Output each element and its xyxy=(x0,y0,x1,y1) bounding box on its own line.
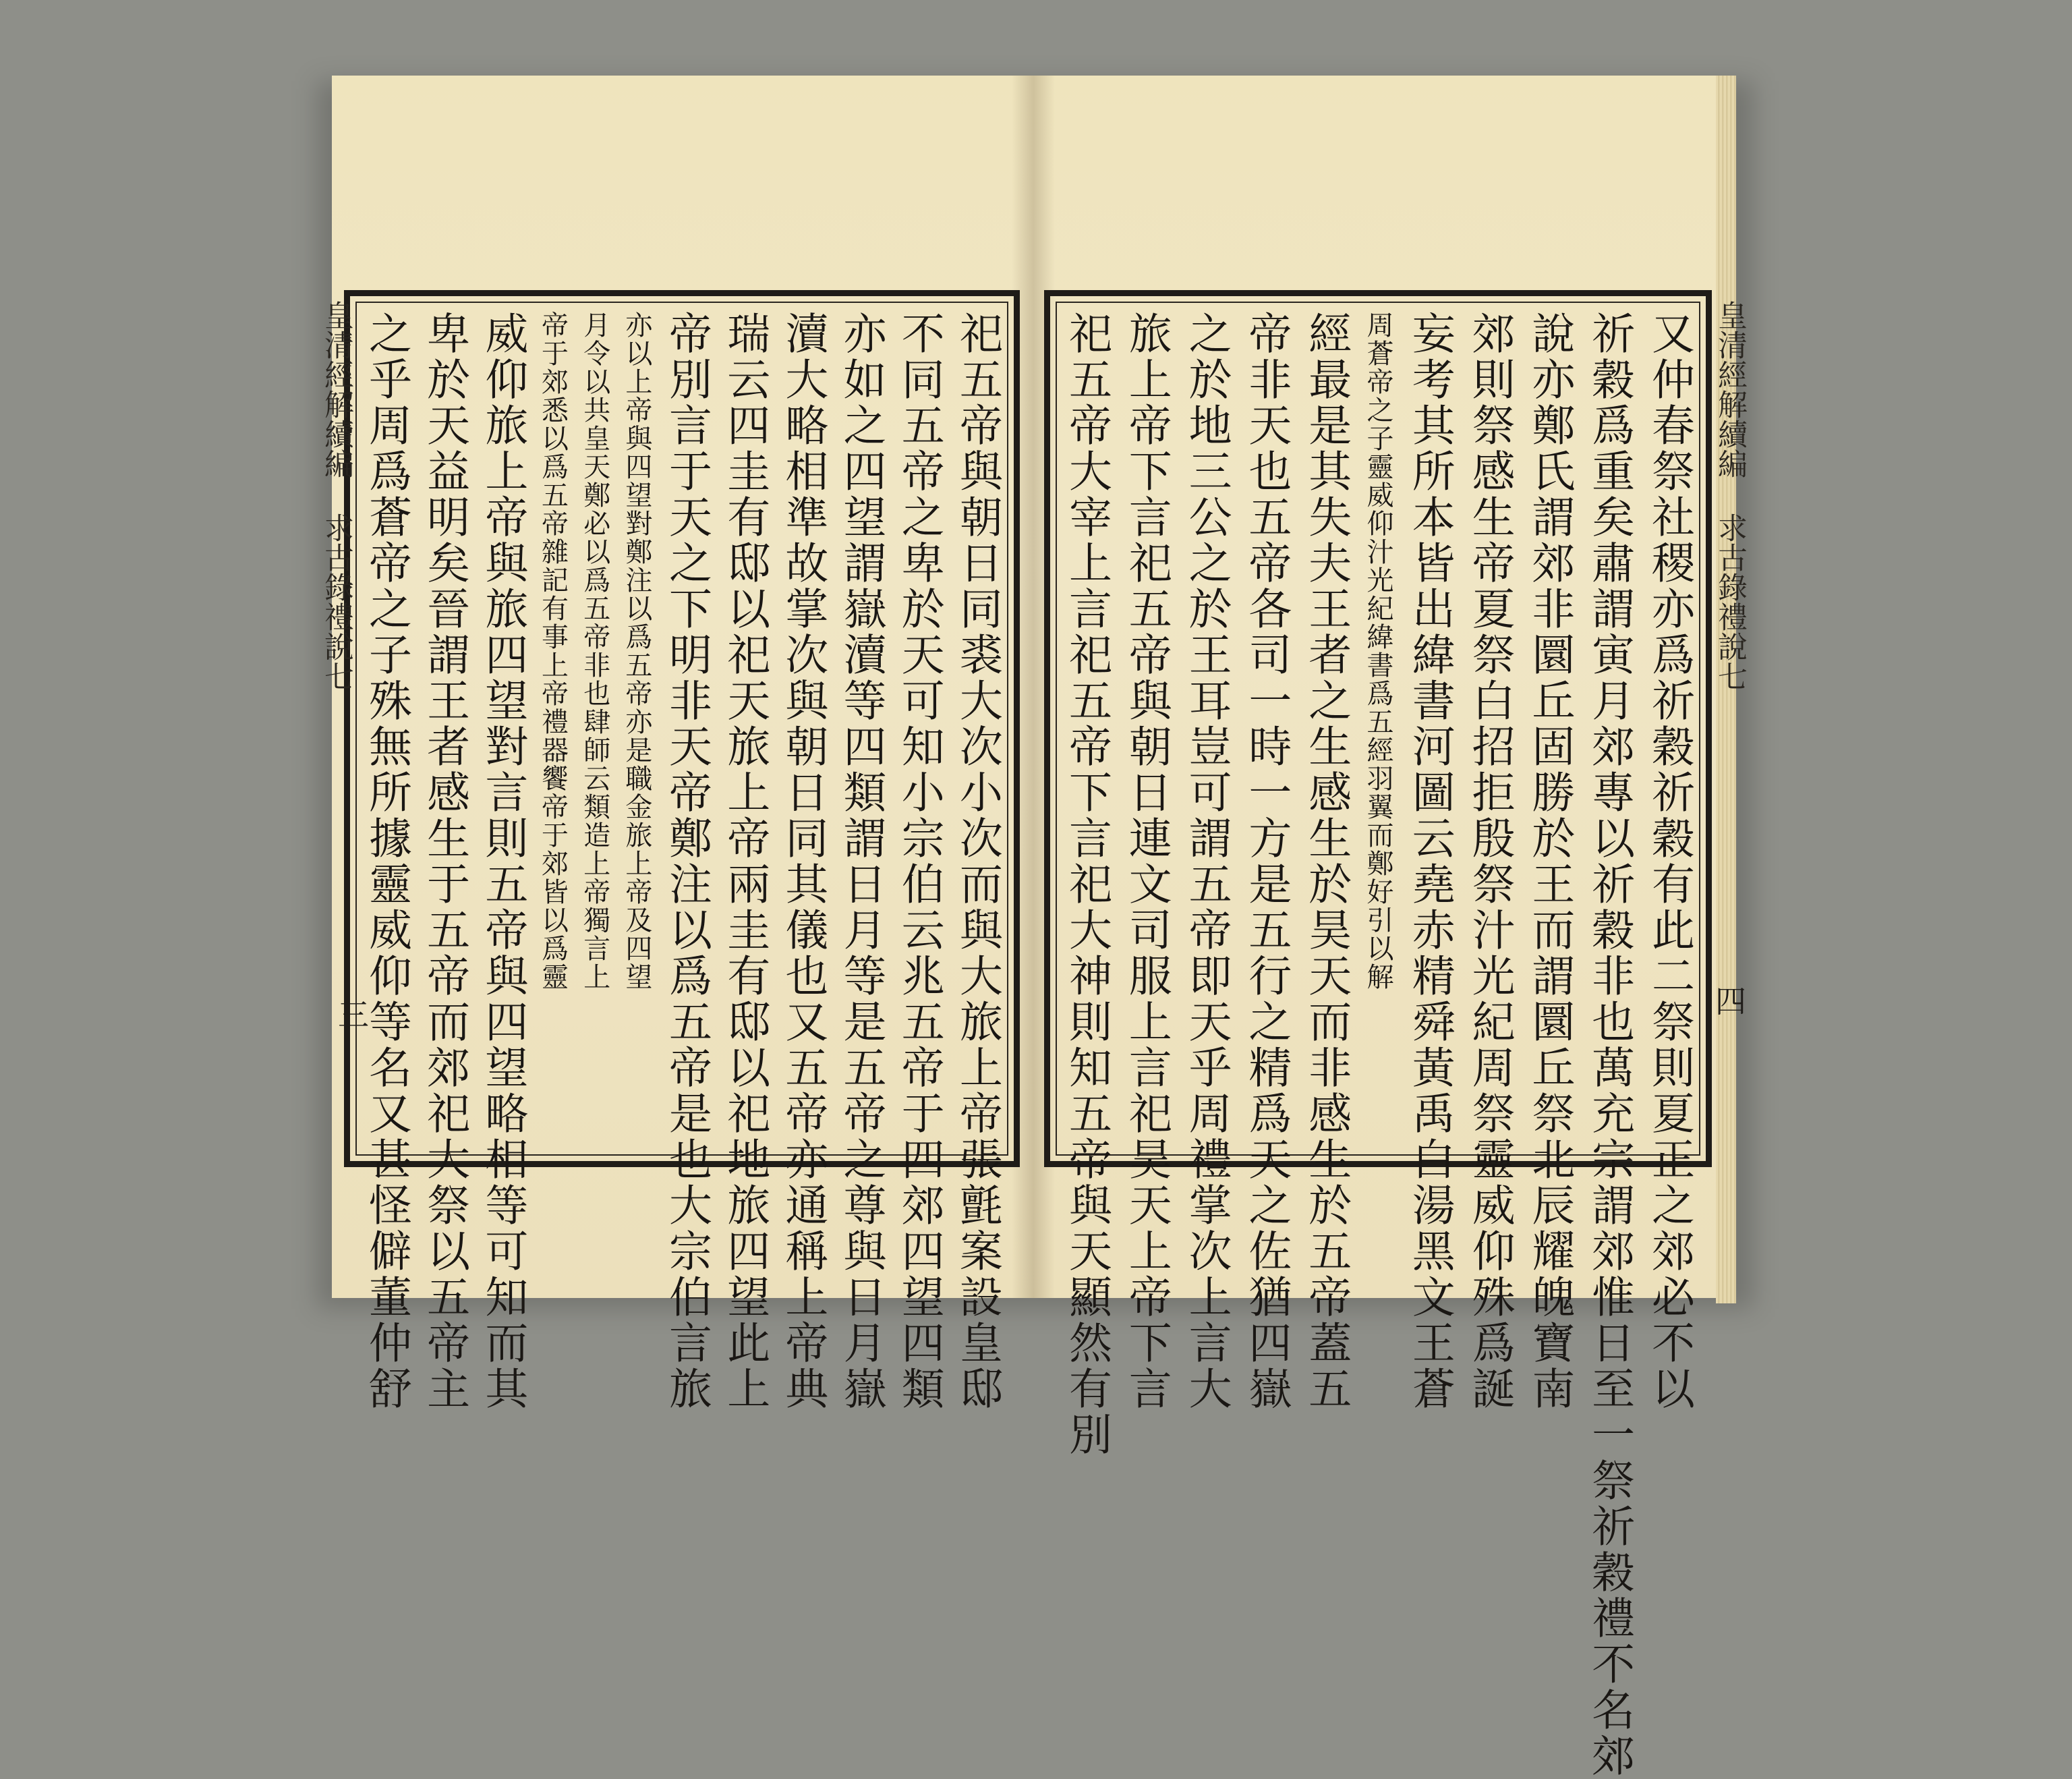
left-column-3: 亦如之四望謂嶽瀆等四類謂日月等是五帝之尊與日月嶽 xyxy=(836,311,886,1412)
right-column-3: 說亦鄭氏謂郊非圜丘固勝於王而謂圜丘祭北辰耀魄寶南 xyxy=(1524,311,1575,1412)
left-text-frame xyxy=(344,290,1020,1412)
left-column-4: 瀆大略相準故掌次與朝日同其儀也又五帝亦通稱上帝典 xyxy=(778,311,828,1412)
right-column-9: 之於地三公之於王耳豈可謂五帝即天乎周禮掌次上言大 xyxy=(1181,311,1232,1412)
left-column-12: 之乎周爲蒼帝之子殊無所據靈威仰等名又甚怪僻董仲舒 xyxy=(362,311,411,1412)
right-margin-title: 皇清經解續編 xyxy=(1713,300,1747,478)
right-margin-strip xyxy=(1713,300,1747,1143)
right-column-10: 旅上帝下言祀五帝與朝日連文司服上言祀昊天上帝下言 xyxy=(1121,311,1172,1412)
left-margin-title: 皇清經解續編 xyxy=(319,300,353,478)
right-column-5: 妄考其所本皆出緯書河圖云堯赤精舜黃禹白湯黑文王蒼 xyxy=(1404,311,1455,1412)
left-column-1: 祀五帝與朝日同裘大次小次而與大旅上帝張氈案設皇邸 xyxy=(952,311,1002,1412)
left-column-7: 亦以上帝與四望對鄭注以爲五帝亦是職金旅上帝及四望 xyxy=(621,311,652,991)
left-column-5: 瑞云四圭有邸以祀天旅上帝兩圭有邸以祀地旅四望此上 xyxy=(720,311,770,1412)
left-column-8: 月令以共皇天鄭必以爲五帝非也肆師云類造上帝獨言上 xyxy=(579,311,610,991)
left-column-2: 不同五帝之卑於天可知小宗伯云兆五帝于四郊四望四類 xyxy=(894,311,944,1412)
right-column-6: 周蒼帝之子靈威仰汁光紀緯書爲五經羽翼而鄭好引以解 xyxy=(1362,311,1393,991)
right-columns xyxy=(1062,311,1694,1779)
right-column-11: 祀五帝大宰上言祀五帝下言祀大神則知五帝與天顯然有別 xyxy=(1062,311,1112,1458)
left-column-9: 帝于郊悉以爲五帝雜記有事上帝禮器饗帝于郊皆以爲靈 xyxy=(537,311,569,991)
left-page-number: 三 xyxy=(333,998,370,1029)
right-column-4: 郊則祭感生帝夏祭白招拒殷祭汁光紀周祭靈威仰殊爲誕 xyxy=(1464,311,1515,1412)
right-margin-section: 求古錄禮說七 xyxy=(1713,513,1747,691)
left-margin-section: 求古錄禮說七 xyxy=(319,513,353,691)
left-column-10: 威仰旅上帝與旅四望對言則五帝與四望略相等可知而其 xyxy=(478,311,528,1412)
right-column-8: 帝非天也五帝各司一時一方是五行之精爲天之佐猶四嶽 xyxy=(1241,311,1292,1412)
right-column-1: 又仲春祭社稷亦爲祈穀祈穀有此二祭則夏正之郊必不以 xyxy=(1644,311,1694,1412)
left-columns xyxy=(362,311,1002,1412)
right-column-2: 祈穀爲重矣肅謂寅月郊專以祈穀非也萬充宗謂郊惟日至一祭祈穀禮不名郊 xyxy=(1584,311,1635,1779)
right-column-7: 經最是其失夫王者之生感生於昊天而非感生於五帝蓋五 xyxy=(1301,311,1352,1412)
left-column-11: 卑於天益明矣晉謂王者感生于五帝而郊祀大祭以五帝主 xyxy=(420,311,470,1412)
left-column-6: 帝別言于天之下明非天帝鄭注以爲五帝是也大宗伯言旅 xyxy=(662,311,712,1412)
right-page-number: 四 xyxy=(1710,985,1747,1016)
right-text-frame xyxy=(1044,290,1712,1779)
